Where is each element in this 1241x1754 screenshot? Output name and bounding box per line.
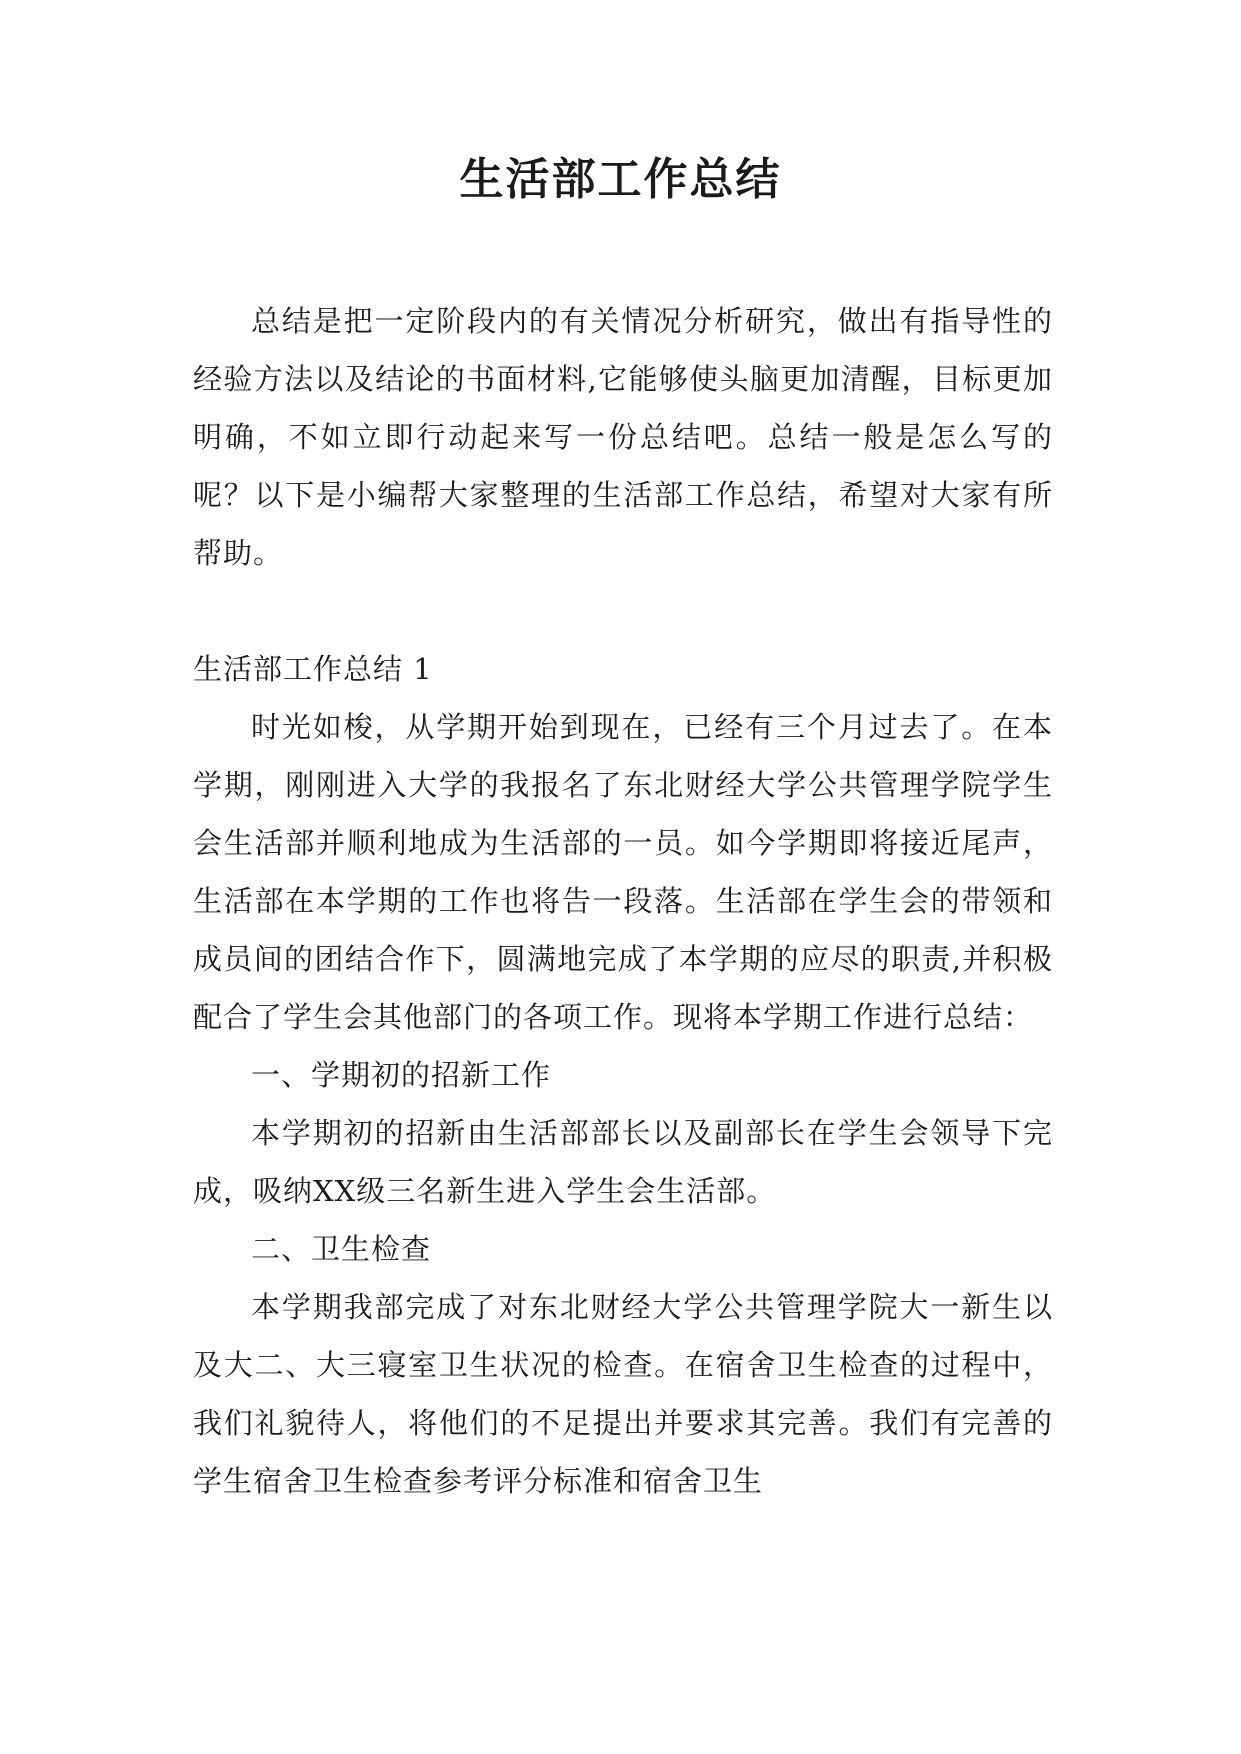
paragraph-2: 本学期初的招新由生活部部长以及副部长在学生会领导下完成，吸纳XX级三名新生进入学生会生活部。 <box>193 1116 1053 1208</box>
section-heading: 生活部工作总结 1 <box>193 652 433 686</box>
paragraph-1: 时光如梭，从学期开始到现在，已经有三个月过去了。在本学期，刚刚进入大学的我报名了东北财经大学公共管理学院学生会生活部并顺利地成为生活部的一员。如今学期即将接近尾声，生活部在本学期的工作也将告一段落。生活部在学生会的带领和成员间的团结合作下，圆满地完成了本学期的应尽的职责,并积极配合了学生会其他部门的各项工作。现将本学期工作进行总结： <box>193 710 1053 1034</box>
intro-paragraph: 总结是把一定阶段内的有关情况分析研究，做出有指导性的经验方法以及结论的书面材料,它能够使头脑更加清醒，目标更加明确，不如立即行动起来写一份总结吧。总结一般是怎么写的呢？以下是小编帮大家整理的生活部工作总结，希望对大家有所帮助。 <box>193 304 1053 570</box>
document-title: 生活部工作总结 <box>459 154 782 205</box>
intro-block <box>193 292 1053 582</box>
subheading-recruitment: 一、学期初的招新工作 <box>251 1058 552 1092</box>
paragraph-3: 本学期我部完成了对东北财经大学公共管理学院大一新生以及大二、大三寝室卫生状况的检查。在宿舍卫生检查的过程中，我们礼貌待人，将他们的不足提出并要求其完善。我们有完善的学生宿舍卫生检查参考评分标准和宿舍卫生 <box>193 1290 1053 1498</box>
subheading-hygiene: 二、卫生检查 <box>251 1232 432 1266</box>
content-block <box>193 640 1053 1510</box>
